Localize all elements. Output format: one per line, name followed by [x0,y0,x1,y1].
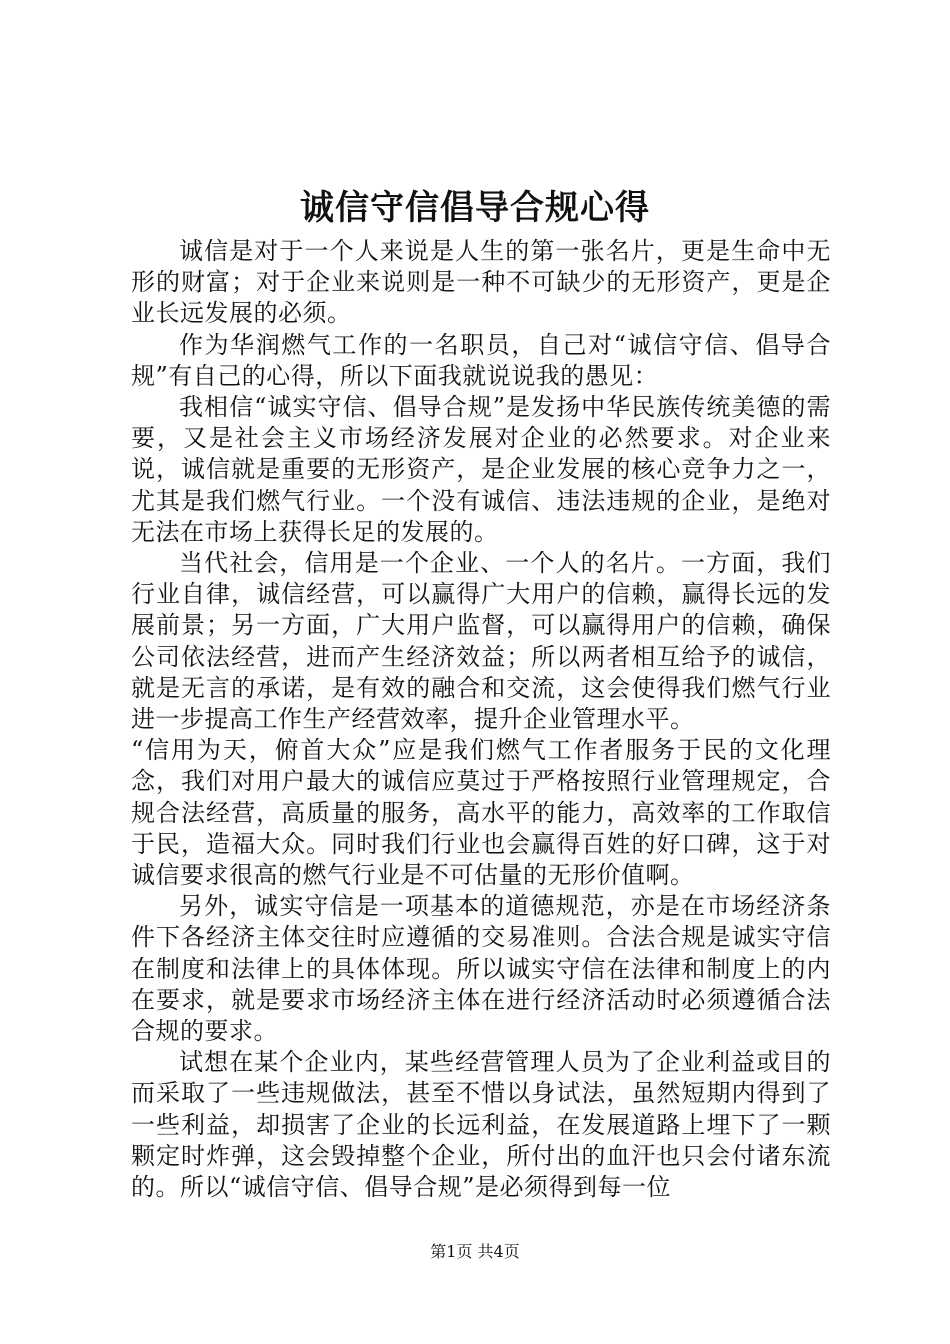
document-title: 诚信守信倡导合规心得 [300,188,650,228]
paragraph-1: 诚信是对于一个人来说是人生的第一张名片，更是生命中无形的财富；对于企业来说则是一种不可缺少的无形资产，更是企业长远发展的必须。 [131,237,831,328]
paragraph-6: 另外，诚实守信是一项基本的道德规范，亦是在市场经济条件下各经济主体交往时应遵循的交易准则。合法合规是诚实守信在制度和法律上的具体体现。所以诚实守信在法律和制度上的内在要求，就是要求市场经济主体在进行经济活动时必须遵循合法合规的要求。 [131,892,831,1046]
paragraph-5: “信用为天，俯首大众”应是我们燃气工作者服务于民的文化理念，我们对用户最大的诚信应莫过于严格按照行业管理规定，合规合法经营，高质量的服务，高水平的能力，高效率的工作取信于民，造福大众。同时我们行业也会赢得百姓的好口碑，这于对诚信要求很高的燃气行业是不可估量的无形价值啊。 [131,736,831,890]
paragraph-3: 我相信“诚实守信、倡导合规”是发扬中华民族传统美德的需要，又是社会主义市场经济发展对企业的必然要求。对企业来说，诚信就是重要的无形资产，是企业发展的核心竞争力之一，尤其是我们燃气行业。一个没有诚信、违法违规的企业，是绝对无法在市场上获得长足的发展的。 [131,393,831,546]
paragraph-7: 试想在某个企业内，某些经营管理人员为了企业利益或目的而采取了一些违规做法，甚至不惜以身试法，虽然短期内得到了一些利益，却损害了企业的长远利益，在发展道路上埋下了一颗颗定时炸弹，这会毁掉整个企业，所付出的血汗也只会付诸东流的。所以“诚信守信、倡导合规”是必须得到每一位 [131,1048,831,1202]
document-body [131,236,831,1203]
paragraph-2: 作为华润燃气工作的一名职员，自己对“诚信守信、倡导合规”有自己的心得，所以下面我就说说我的愚见： [131,330,831,390]
paragraph-4: 当代社会，信用是一个企业、一个人的名片。一方面，我们行业自律，诚信经营，可以赢得广大用户的信赖，赢得长远的发展前景；另一方面，广大用户监督，可以赢得用户的信赖，确保公司依法经营，进而产生经济效益；所以两者相互给予的诚信，就是无言的承诺，是有效的融合和交流，这会使得我们燃气行业进一步提高工作生产经营效率，提升企业管理水平。 [131,549,831,734]
page-number-footer: 第1页 共4页 [430,1242,520,1261]
